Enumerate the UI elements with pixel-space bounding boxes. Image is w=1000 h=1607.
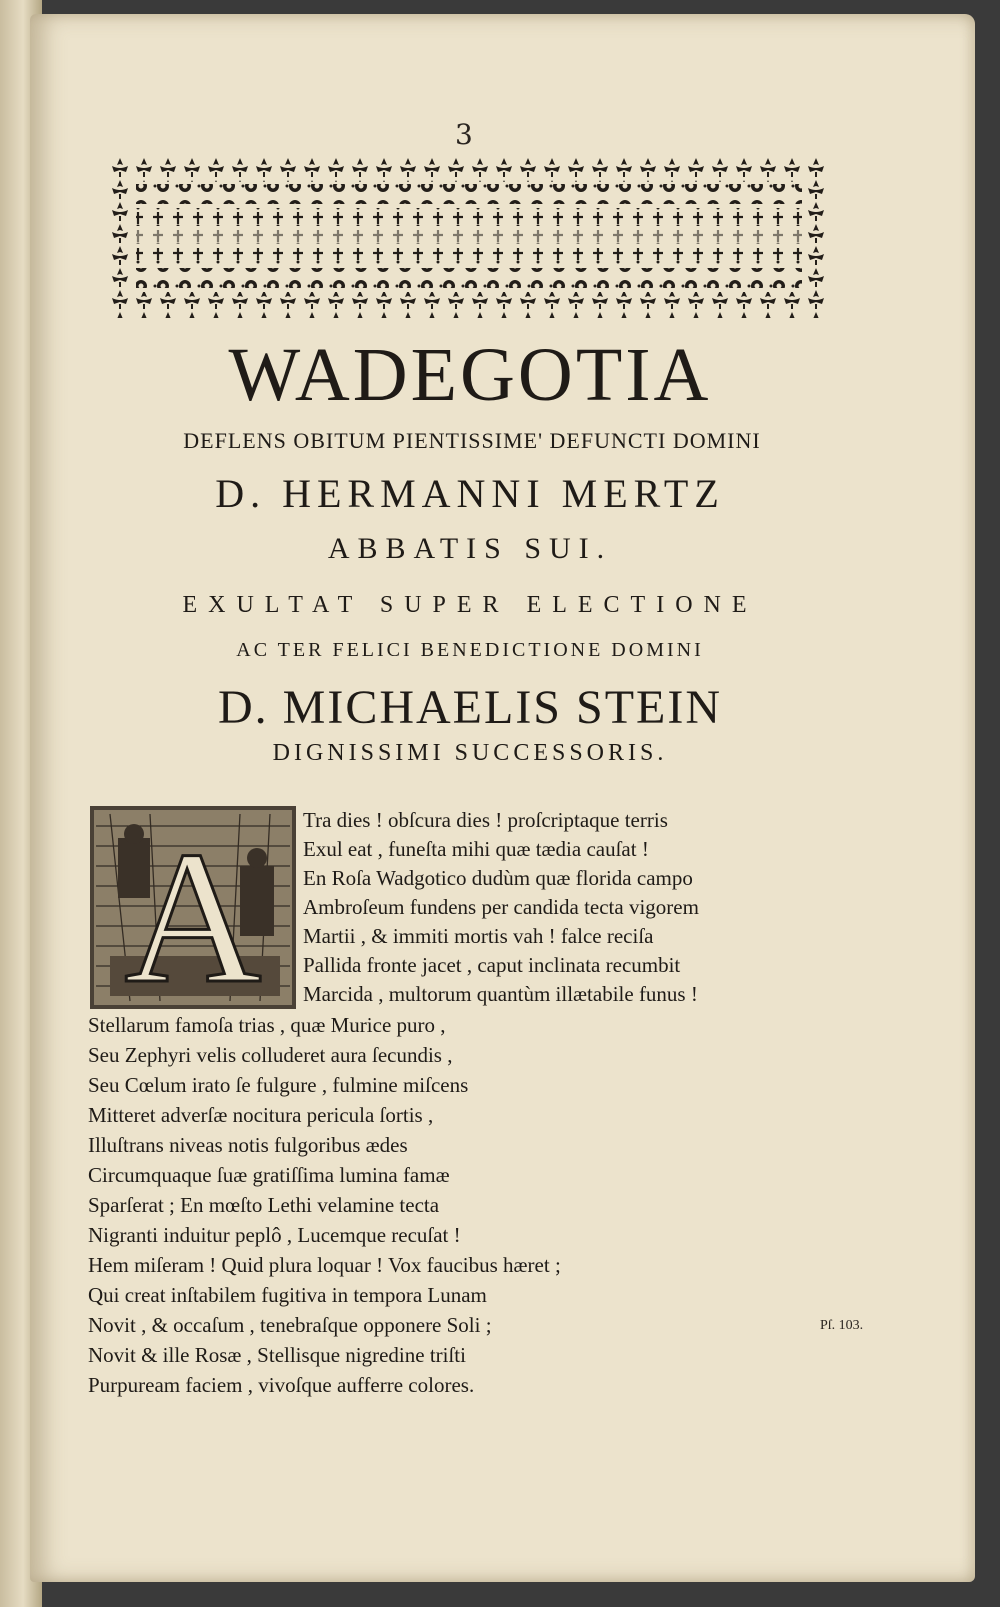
verse-line: Nigranti induitur peplô , Lucemque recuſat ! xyxy=(88,1223,461,1247)
verse-line: Tra dies ! obſcura dies ! proſcriptaque terris xyxy=(303,808,668,832)
verse-line: Ambroſeum fundens per candida tecta vigorem xyxy=(303,895,699,919)
verse-line: Seu Zephyri velis colluderet aura ſecundis , xyxy=(88,1043,453,1067)
verse-line: Novit & ille Rosæ , Stellisque nigredine triſti xyxy=(88,1343,466,1367)
verse-line: Hem miſeram ! Quid plura loquar ! Vox faucibus hæret ; xyxy=(88,1253,561,1277)
heading-line: DEFLENS OBITUM PIENTISSIME' DEFUNCTI DOMINI xyxy=(183,428,761,453)
verse-line: En Roſa Wadgotico dudùm quæ florida campo xyxy=(303,866,693,890)
heading-line: D. HERMANNI MERTZ xyxy=(215,471,725,516)
verse-line: Purpuream faciem , vivoſque aufferre colores. xyxy=(88,1373,475,1397)
drop-cap-letter: A xyxy=(124,813,262,1009)
heading-line: EXULTAT SUPER ELECTIONE xyxy=(182,592,758,618)
verse-line: Circumquaque ſuæ gratiſſima lumina famæ xyxy=(88,1163,450,1187)
verse-line: Marcida , multorum quantùm illætabile funus ! xyxy=(303,982,698,1006)
woodcut-drop-cap-initial xyxy=(90,806,296,1009)
verse-line: Illuſtrans niveas notis fulgoribus ædes xyxy=(88,1133,408,1157)
heading-line: AC TER FELICI BENEDICTIONE DOMINI xyxy=(236,639,704,661)
heading-line: DIGNISSIMI SUCCESSORIS. xyxy=(272,740,668,766)
verse-line: Mitteret adverſæ nocitura pericula ſortis , xyxy=(88,1103,434,1127)
margin-note: Pſ. 103. xyxy=(820,1318,864,1333)
page-number: 3 xyxy=(455,118,473,151)
verse-line: Pallida fronte jacet , caput inclinata recumbit xyxy=(303,953,681,977)
heading-line: D. MICHAELIS STEIN xyxy=(218,681,722,734)
verse-line: Novit , & occaſum , tenebraſque opponere Soli ; xyxy=(88,1313,492,1337)
main-title: WADEGOTIA xyxy=(228,333,712,417)
verse-line: Exul eat , funeſta mihi quæ tædia cauſat ! xyxy=(303,837,649,861)
verse-line: Stellarum famoſa trias , quæ Murice puro , xyxy=(88,1013,446,1037)
verse-line: Sparſerat ; En mœſto Lethi velamine tecta xyxy=(88,1193,440,1217)
verse-line: Qui creat inſtabilem fugitiva in tempora Lunam xyxy=(88,1283,487,1307)
heading-line: ABBATIS SUI. xyxy=(327,532,613,565)
verse-line: Seu Cœlum irato ſe fulgure , fulmine miſcens xyxy=(88,1073,469,1097)
ornamental-border xyxy=(108,156,830,318)
verse-line: Martii , & immiti mortis vah ! falce reciſa xyxy=(303,924,654,948)
